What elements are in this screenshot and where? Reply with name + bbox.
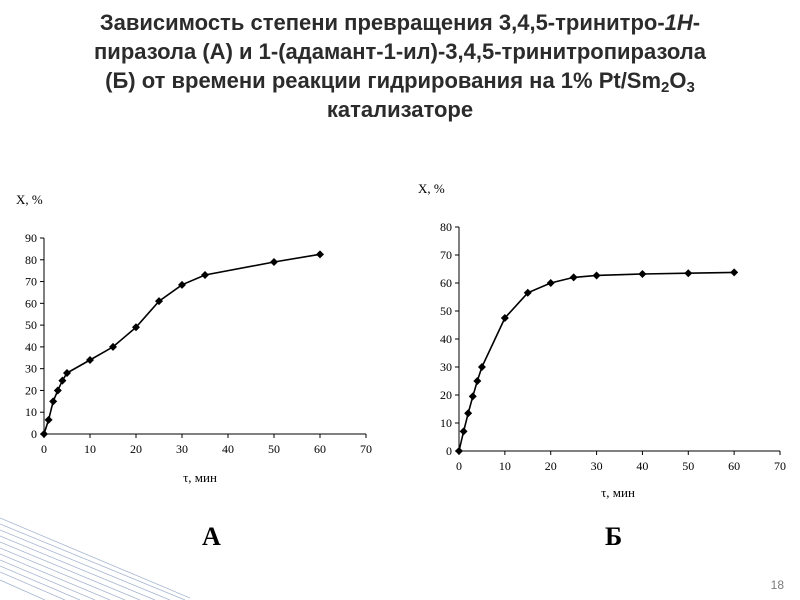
title-italic-text: 1H — [664, 10, 693, 35]
y-tick-label-a: 40 — [25, 339, 37, 354]
y-tick-label-b: 20 — [440, 388, 452, 402]
title-text: O — [669, 68, 687, 93]
y-tick-label-a: 20 — [25, 383, 37, 398]
data-point-b — [478, 363, 486, 371]
y-tick-label-a: 50 — [25, 318, 37, 333]
data-point-a — [45, 416, 53, 424]
y-tick-label-a: 10 — [25, 405, 37, 420]
title-subscript: 2 — [661, 79, 670, 96]
x-tick-label-a: 60 — [314, 442, 326, 456]
data-point-b — [570, 273, 578, 281]
y-tick-label-a: 60 — [25, 296, 37, 311]
data-point-a — [270, 258, 278, 266]
x-tick-label-b: 0 — [456, 459, 462, 473]
x-tick-label-a: 10 — [84, 442, 96, 456]
data-point-a — [54, 386, 62, 394]
title-text: Зависимость степени превращения 3,4,5-тринитро- — [99, 10, 665, 35]
data-point-b — [460, 427, 468, 435]
title-text: - — [692, 10, 701, 35]
y-tick-label-b: 0 — [446, 444, 452, 458]
x-tick-label-b: 10 — [498, 459, 511, 473]
y-tick-label-b: 40 — [440, 332, 452, 346]
x-tick-label-b: 70 — [774, 459, 786, 473]
data-point-a — [58, 377, 66, 385]
data-point-b — [638, 270, 646, 278]
x-tick-label-a: 70 — [360, 442, 372, 456]
data-point-a — [63, 369, 71, 377]
panel-label-a: А — [202, 522, 221, 551]
data-point-b — [473, 377, 481, 385]
series-line-b — [459, 272, 734, 451]
corner-decoration — [0, 510, 190, 600]
data-point-b — [469, 392, 477, 400]
title-text: (Б) от времени реакции гидрирования на 1% Pt/Sm — [105, 68, 662, 93]
x-tick-label-b: 40 — [636, 459, 649, 473]
x-tick-label-b: 30 — [590, 459, 603, 473]
data-point-b — [730, 268, 738, 276]
x-tick-label-b: 60 — [728, 459, 741, 473]
data-point-b — [684, 269, 692, 277]
data-point-b — [455, 447, 463, 455]
y-tick-label-b: 50 — [440, 304, 452, 318]
data-point-a — [316, 250, 324, 258]
y-tick-label-b: 10 — [440, 416, 452, 430]
title-line-2: пиразола (А) и 1-(адамант-1-ил)-3,4,5-тринитропиразола — [94, 39, 706, 64]
data-point-b — [547, 279, 555, 287]
y-tick-label-a: 30 — [25, 361, 37, 376]
page-number: 18 — [770, 578, 784, 592]
x-axis-label-a: τ, мин — [183, 470, 217, 485]
x-tick-label-b: 20 — [544, 459, 557, 473]
y-tick-label-b: 70 — [440, 248, 452, 262]
x-tick-label-a: 30 — [176, 442, 188, 456]
title-subscript: 3 — [686, 79, 695, 96]
x-axis-label-b: τ, мин — [601, 485, 635, 500]
x-tick-label-a: 20 — [130, 442, 142, 456]
title-line-4: катализаторе — [326, 97, 474, 122]
data-point-a — [49, 397, 57, 405]
x-tick-label-a: 50 — [268, 442, 280, 456]
y-axis-label-a: X, % — [16, 192, 43, 207]
x-tick-label-b: 50 — [682, 459, 695, 473]
data-point-a — [40, 430, 48, 438]
x-tick-label-a: 0 — [41, 442, 47, 456]
y-tick-label-b: 30 — [440, 360, 452, 374]
x-tick-label-a: 40 — [222, 442, 234, 456]
data-point-a — [201, 271, 209, 279]
y-tick-label-a: 90 — [25, 231, 37, 245]
y-tick-label-a: 80 — [25, 252, 37, 267]
y-tick-label-a: 0 — [31, 427, 37, 441]
data-point-b — [464, 409, 472, 417]
panel-label-b: Б — [605, 522, 623, 551]
data-point-a — [86, 356, 94, 364]
y-axis-label-b: X, % — [418, 181, 445, 196]
data-point-b — [593, 271, 601, 279]
y-tick-label-b: 80 — [440, 220, 452, 234]
y-tick-label-a: 70 — [25, 274, 37, 289]
y-tick-label-b: 60 — [440, 276, 452, 290]
